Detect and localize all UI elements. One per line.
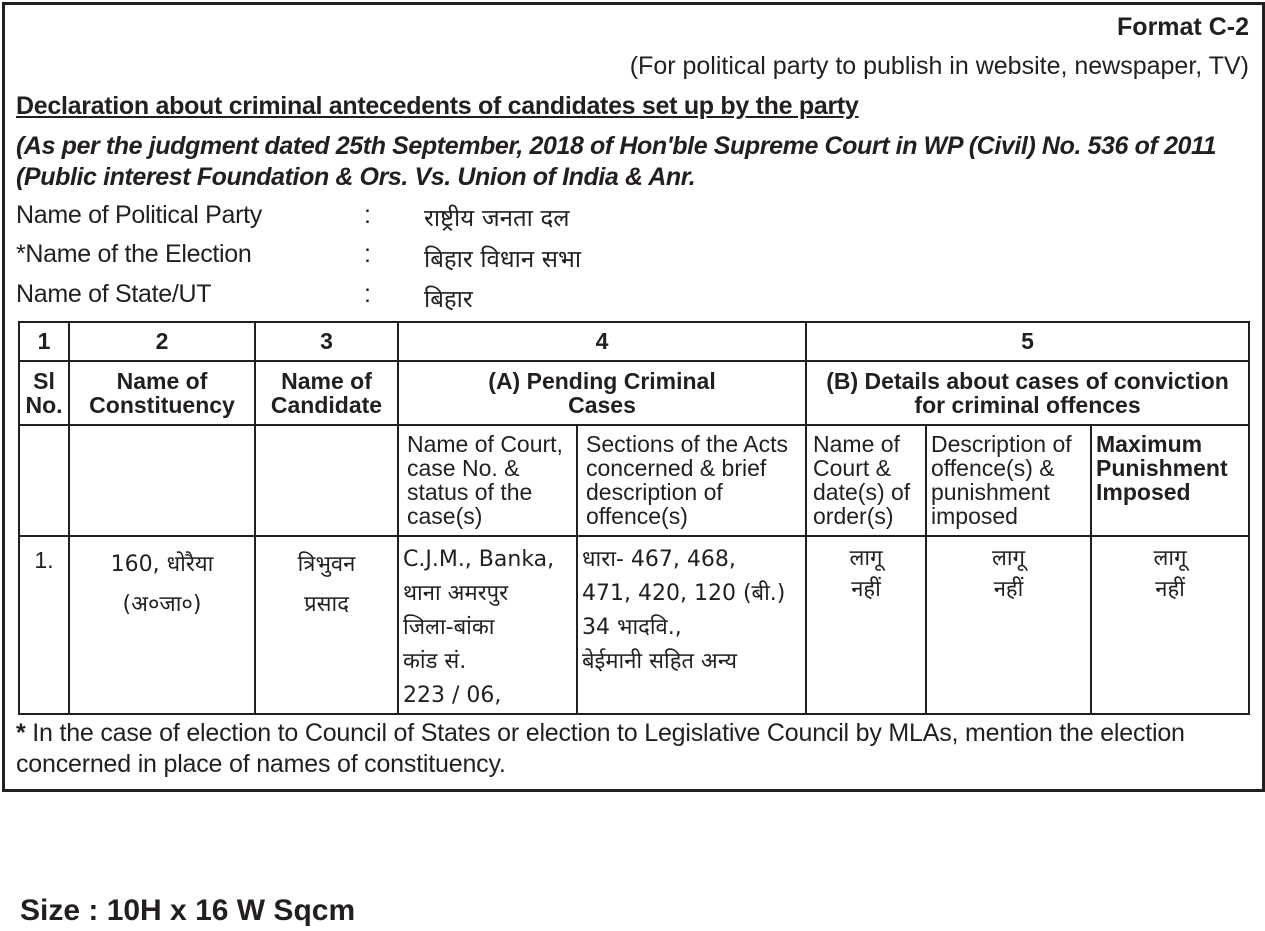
header-sl-no: Sl No.	[19, 361, 69, 425]
subheader-description: Description of offence(s) & punishment imposed	[926, 425, 1091, 536]
row-court-date	[806, 536, 926, 714]
row-court-case	[398, 536, 577, 714]
row-description	[926, 536, 1091, 714]
meta-value-party: राष्ट्रीय जनता दल	[424, 204, 570, 232]
row-court-date-line: नहीं	[851, 577, 881, 602]
row-description-line: लागू	[992, 546, 1026, 571]
meta-label-party: Name of Political Party	[16, 201, 262, 229]
table-row	[19, 536, 1249, 714]
row-candidate	[255, 536, 398, 714]
row-max-punishment-line: लागू	[1153, 546, 1187, 571]
header-row	[19, 361, 1249, 425]
row-court-case-line: कांड सं.	[403, 649, 467, 674]
header-conviction-details: (B) Details about cases of conviction for criminal offences	[806, 361, 1249, 425]
row-candidate-line2: प्रसाद	[304, 592, 349, 617]
meta-colon-state: :	[364, 280, 371, 308]
row-description-line: नहीं	[993, 577, 1024, 602]
column-number-3: 3	[255, 322, 398, 361]
subheader-sections: Sections of the Acts concerned & brief description of offence(s)	[577, 425, 806, 536]
meta-colon-election: :	[364, 240, 371, 268]
row-sections-line: 34 भादवि.,	[582, 615, 682, 640]
column-number-1: 1	[19, 322, 69, 361]
header-pending-cases: (A) Pending Criminal Cases	[398, 361, 806, 425]
subheader-empty-3	[255, 425, 398, 536]
meta-colon-party: :	[364, 201, 371, 229]
subheader-max-punishment: Maximum Punishment Imposed	[1091, 425, 1249, 536]
size-note: Size : 10H x 16 W Sqcm	[20, 894, 356, 927]
row-candidate-line1: त्रिभुवन	[297, 552, 356, 577]
row-sections-line: धारा- 467, 468,	[582, 547, 736, 572]
column-number-4: 4	[398, 322, 806, 361]
subheader-empty-1	[19, 425, 69, 536]
subheader-empty-2	[69, 425, 255, 536]
judgment-note: (As per the judgment dated 25th September, 2018 of Hon'ble Supreme Court in WP (Civil) No. 536 of 2011 (Public interest Foundation & Ors. Vs. Union of India & Anr.	[16, 132, 1217, 191]
format-note: (For political party to publish in website, newspaper, TV)	[629, 52, 1249, 80]
meta-value-election: बिहार विधान सभा	[424, 245, 582, 273]
format-id: Format C-2	[1117, 13, 1249, 41]
header-candidate: Name of Candidate	[255, 361, 398, 425]
subheader-row	[19, 425, 1249, 536]
footnote-star: *	[16, 719, 26, 747]
column-number-row	[19, 322, 1249, 361]
row-sections-line: 471, 420, 120 (बी.)	[582, 581, 786, 606]
row-sections	[577, 536, 806, 714]
meta-value-state: बिहार	[424, 285, 473, 313]
row-constituency	[69, 536, 255, 714]
column-number-5: 5	[806, 322, 1249, 361]
header-constituency: Name of Constituency	[69, 361, 255, 425]
criminal-antecedents-table	[18, 321, 1250, 715]
row-constituency-line2: (अ०जा०)	[122, 592, 202, 617]
row-court-case-line: C.J.M., Banka,	[403, 547, 555, 572]
declaration-title: Declaration about criminal antecedents of candidates set up by the party	[16, 92, 859, 120]
row-constituency-line1: 160, धोरैया	[110, 552, 214, 577]
row-court-case-line: थाना अमरपुर	[403, 581, 509, 606]
row-max-punishment-line: नहीं	[1155, 577, 1185, 602]
row-court-case-line: 223 / 06,	[403, 683, 502, 708]
subheader-court-date: Name of Court & date(s) of order(s)	[806, 425, 926, 536]
column-number-2: 2	[69, 322, 255, 361]
row-court-case-line: जिला-बांका	[403, 615, 495, 640]
subheader-court-case: Name of Court, case No. & status of the case(s)	[398, 425, 577, 536]
row-sl-no: 1.	[19, 536, 69, 714]
row-court-date-line: लागू	[849, 546, 883, 571]
row-sections-line: बेईमानी सहित अन्य	[582, 649, 737, 674]
meta-label-election: *Name of the Election	[16, 240, 252, 268]
row-max-punishment	[1091, 536, 1249, 714]
footnote-text: In the case of election to Council of States or election to Legislative Council by MLAs, mention the election concerned in place of names of constituency.	[16, 719, 1185, 778]
footnote	[16, 718, 1248, 780]
meta-label-state: Name of State/UT	[16, 280, 212, 308]
